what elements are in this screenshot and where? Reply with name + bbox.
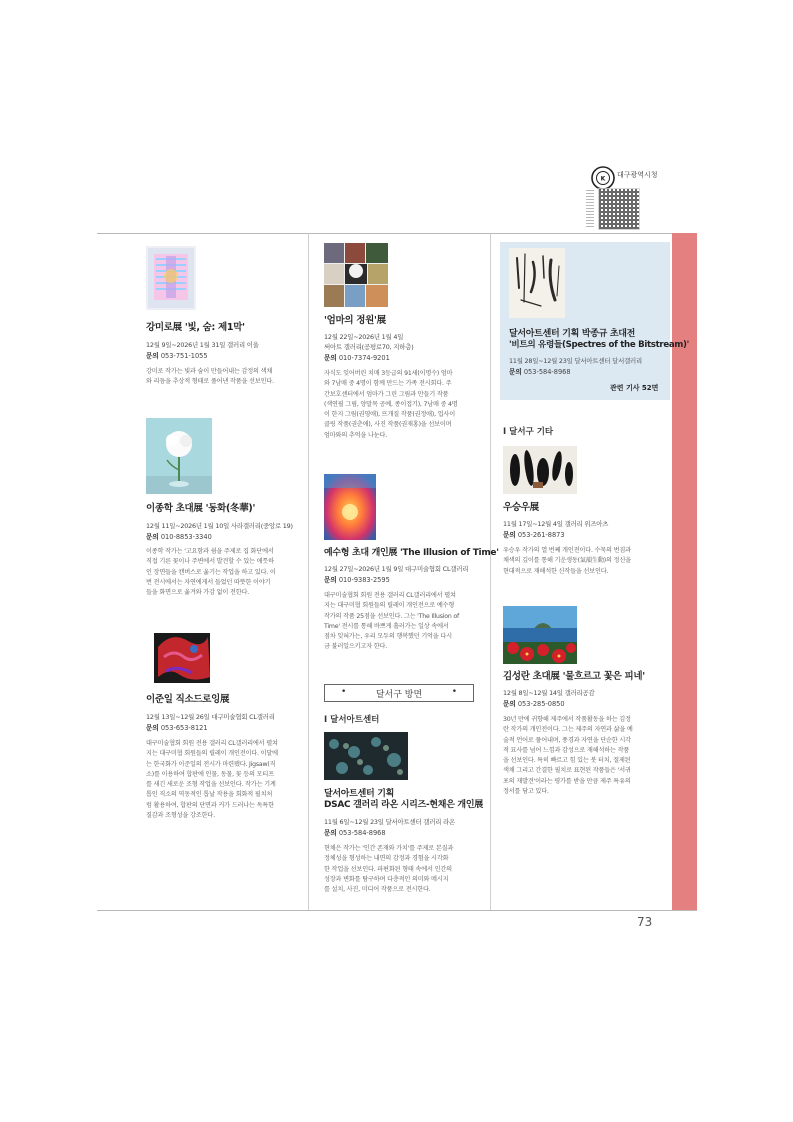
desc-line: 을 선보인다. 특히 빠르고 힘 있는 붓 터치, 절제된	[503, 757, 631, 765]
phone: 053-285-0850	[517, 700, 565, 708]
inquiry-label: 문의	[146, 352, 159, 360]
desc-line: (색연필 그림, 양말목 공예, 종이접기), 7남매 중 4명	[324, 400, 458, 408]
item-title: '엄마의 정원'展	[324, 315, 386, 326]
item-date: 12월 22일~2026년 1월 4일	[324, 333, 404, 341]
desc-line: 한 작업을 선보인다. 파편화된 형태 속에서 인간의	[324, 865, 452, 873]
desc-line: 술적 언어로 풀어내며, 풍경과 자연을 단순한 시각	[503, 736, 631, 744]
item-inquiry	[324, 353, 390, 363]
desc-line: 지는 대구미협 회원들의 릴레이 개인전이다. 이달에	[146, 750, 278, 758]
item-title: 우승우展	[503, 502, 539, 513]
item-inquiry	[503, 699, 565, 709]
item-date-venue: 12월 9일~2026년 1월 31일 갤러리 이울	[146, 341, 259, 349]
side-accent-bar	[672, 233, 697, 910]
inquiry-label: 문의	[509, 368, 522, 376]
item-description	[324, 591, 459, 653]
desc-line: 는 한국화가 이준일의 전시가 마련됐다. Jigsaw(직	[146, 760, 276, 768]
desc-line: 간보호센터에서 엄마가 그린 그림과 만들기 작품	[324, 390, 449, 398]
phone: 053-751-1055	[160, 352, 208, 360]
seal-text: 대구광역시청	[617, 171, 658, 179]
item-title: 이준일 직소드로잉展	[146, 694, 230, 705]
item-date-venue: 12월 27일~2026년 1월 9일 대구미술협회 CL갤러리	[324, 565, 469, 573]
desc-line: 대구미술협회 회원 전용 갤러리 CL갤러리에서 펼쳐	[146, 740, 278, 747]
desc-line: 와 7남매 중 4명이 함께 만드는 가족 전시회다. 주	[324, 380, 452, 388]
inquiry-label: 문의	[324, 576, 337, 584]
item-description	[503, 546, 631, 577]
desc-line: 작가의 작품 25점을 선보인다. 그는 'The Illusion of	[324, 612, 459, 620]
desc-line: 번 전시에서는 자연에게서 들었던 따뜻한 이야기	[146, 578, 271, 586]
section-heading: I 달서구 기타	[503, 427, 554, 437]
item-inquiry	[509, 367, 571, 377]
item-title: 달서아트센터 기획 박종규 초대전	[509, 329, 636, 339]
column-divider-2	[490, 233, 491, 910]
inquiry-label: 문의	[146, 533, 159, 541]
desc-line: 들을 화면으로 옮겨와 가감 없이 전한다.	[146, 589, 250, 597]
item-inquiry	[146, 532, 212, 542]
item-inquiry	[324, 575, 390, 585]
item-date-venue: 12월 11일~2026년 1월 10일 사라갤러리(중앙로 19)	[146, 522, 293, 530]
item-title-line2: '비트의 유령들(Spectres of the Bitstream)'	[509, 340, 689, 350]
desc-line: 와 리듬을 추상적 형태로 풀어낸 작품을 선보인다.	[146, 378, 274, 386]
desc-line: 강미로 작가는 빛과 숨이 만들어내는 감정의 색채	[146, 368, 273, 375]
item-title: 김성란 초대展 '물흐르고 꽃은 피네'	[503, 671, 645, 682]
item-description	[146, 547, 276, 598]
item-date-venue: 11월 28일~12월 23일 달서아트센터 달서갤러리	[509, 357, 643, 365]
desc-line: 금 불러일으키고자 한다.	[324, 643, 388, 651]
desc-line: 이 한지 그림(권영애), 뜨개질 작품(권정애), 업사이	[324, 411, 455, 419]
artwork-image	[146, 418, 212, 494]
item-date-venue: 11월 6일~12월 23일 달서아트센터 갤러리 라온	[324, 818, 455, 826]
item-title: 달서아트센터 기획	[324, 789, 394, 799]
item-inquiry	[324, 828, 386, 838]
desc-line: 인 장면들을 캔버스로 옮기는 작업을 하고 있다. 이	[146, 568, 276, 576]
desc-line: 소)를 이용하여 합판에 인물, 동물, 꽃 등의 모티프	[146, 770, 274, 778]
desc-line: 적 묘사를 넘어 느낌과 감성으로 재해석하는 작품	[503, 746, 630, 754]
artwork-image	[324, 732, 408, 780]
district-banner	[324, 684, 474, 702]
item-description	[324, 844, 453, 895]
artwork-image	[503, 446, 577, 494]
desc-line: 자식도 잊어버린 치매 3등급의 91세(이명수) 엄마	[324, 370, 453, 377]
desc-line: 클링 작품(권춘애), 사진 작품(권재홍)을 선보이며	[324, 421, 452, 429]
phone: 010-9383-2595	[338, 576, 390, 584]
desc-line: 채색의 깊이를 통해 기운생동(氣韻生動)의 정신을	[503, 557, 631, 565]
bottom-rule	[97, 910, 697, 911]
desc-line: 성장과 변화를 탐구하며 다층적인 의미와 메시지	[324, 875, 449, 883]
artwork-image	[324, 474, 376, 540]
item-venue: 써아트 갤러리(공평로70, 지하층)	[324, 343, 414, 351]
artwork-image	[509, 248, 565, 318]
item-date-venue: 11월 17일~12월 4일 갤러리 위즈아츠	[503, 520, 609, 528]
desc-line: 대구미술협회 회원 전용 갤러리 CL갤러리에서 펼쳐	[324, 592, 456, 599]
inquiry-label: 문의	[503, 700, 516, 708]
desc-line: 직접 기른 꽃이나 주변에서 발견할 수 있는 애틋하	[146, 558, 274, 566]
vertical-qr-caption	[586, 190, 594, 228]
desc-line: 정체성을 형성하는 내면의 감정과 경험을 시각화	[324, 855, 449, 863]
desc-line: 를 설치, 사진, 미디어 작품으로 전시한다.	[324, 886, 431, 894]
page-number: 73	[637, 915, 653, 929]
item-description	[146, 739, 278, 821]
desc-line: 점차 잊혀가는, 우리 모두의 행복했던 기억을 다시	[324, 633, 452, 641]
item-title: 이종학 초대展 '동화(冬華)'	[146, 503, 256, 514]
inquiry-label: 문의	[324, 829, 337, 837]
column-divider-1	[308, 233, 309, 910]
phone: 053-584-8968	[338, 829, 386, 837]
desc-line: 란 작가의 개인전이다. 그는 제주의 자연과 삶을 예	[503, 726, 633, 734]
phone: 010-7374-9201	[338, 354, 390, 362]
item-description	[146, 367, 274, 388]
item-date-venue: 12월 8일~12월 14일 갤러리공감	[503, 689, 595, 697]
phone: 010-8853-3340	[160, 533, 212, 541]
item-title-line2: DSAC 갤러리 라온 시리즈-현채은 개인展	[324, 800, 483, 810]
desc-line: 엄마와의 추억을 나눈다.	[324, 431, 388, 439]
phone: 053-584-8968	[523, 368, 571, 376]
item-inquiry	[146, 723, 208, 733]
desc-line: 이종학 작가는 '고요함과 쉼을 주제로 집 화단에서	[146, 548, 274, 555]
desc-line: 포의 재발견'이라는 평가를 받을 만큼 제주 특유의	[503, 777, 631, 785]
desc-line: 럼 활용하여, 합판의 단면과 커가 드러나는 독특한	[146, 801, 274, 809]
item-inquiry	[146, 351, 208, 361]
qr-code-icon[interactable]	[598, 188, 640, 230]
section-heading: I 달서아트센터	[324, 715, 380, 725]
artwork-image	[146, 627, 216, 687]
inquiry-label: 문의	[324, 354, 337, 362]
top-rule	[97, 233, 697, 234]
desc-line: 톱인 직소의 역동적인 톱날 작용을 회화적 필치처	[146, 791, 273, 799]
desc-line: 질감과 조형성을 강조한다.	[146, 812, 215, 820]
desc-line: 정서를 담고 있다.	[503, 788, 549, 796]
related-article-note: 관련 기사 52면	[610, 384, 659, 392]
svg-text:K: K	[600, 175, 606, 183]
artwork-collage-image	[324, 243, 388, 307]
desc-line: 현대적으로 재해석한 신작들을 선보인다.	[503, 567, 609, 575]
item-inquiry	[503, 530, 565, 540]
desc-line: 지는 대구미협 회원들의 릴레이 개인전으로 예수형	[324, 602, 455, 610]
phone: 053-653-8121	[160, 724, 208, 732]
inquiry-label: 문의	[503, 531, 516, 539]
item-title: 예수형 초대 개인展 'The Illusion of Time'	[324, 548, 499, 558]
artwork-image	[503, 606, 577, 664]
item-date-venue: 12월 13일~12월 26일 대구미술협회 CL갤러리	[146, 713, 275, 721]
item-description	[503, 715, 633, 797]
desc-line: Time' 전시를 통해 바쁘게 흘러가는 일상 속에서	[324, 622, 449, 630]
desc-line: 30년 만에 귀향해 제주에서 작품활동을 하는 김정	[503, 716, 631, 723]
desc-line: 색채 그리고 간결한 필치로 표현된 작품들은 '서귀	[503, 767, 631, 775]
bullet-icon: •	[341, 687, 347, 697]
item-title: 강미로展 '빛, 숨: 제1막'	[146, 322, 245, 333]
inquiry-label: 문의	[146, 724, 159, 732]
desc-line: 를 새긴 새로운 조형 작업을 선보인다. 작가는 기계	[146, 781, 276, 789]
item-description	[324, 369, 458, 441]
artwork-image	[146, 246, 196, 310]
district-banner-label: 달서구 방면	[375, 690, 423, 700]
bullet-icon: •	[451, 687, 457, 697]
desc-line: 우승우 작가의 열 번째 개인전이다. 수묵의 번짐과	[503, 547, 631, 554]
kogl-seal-icon	[591, 166, 615, 190]
phone: 053-261-8873	[517, 531, 565, 539]
desc-line: 현채은 작가는 '인간 존재와 가치'를 주제로 본질과	[324, 845, 454, 852]
